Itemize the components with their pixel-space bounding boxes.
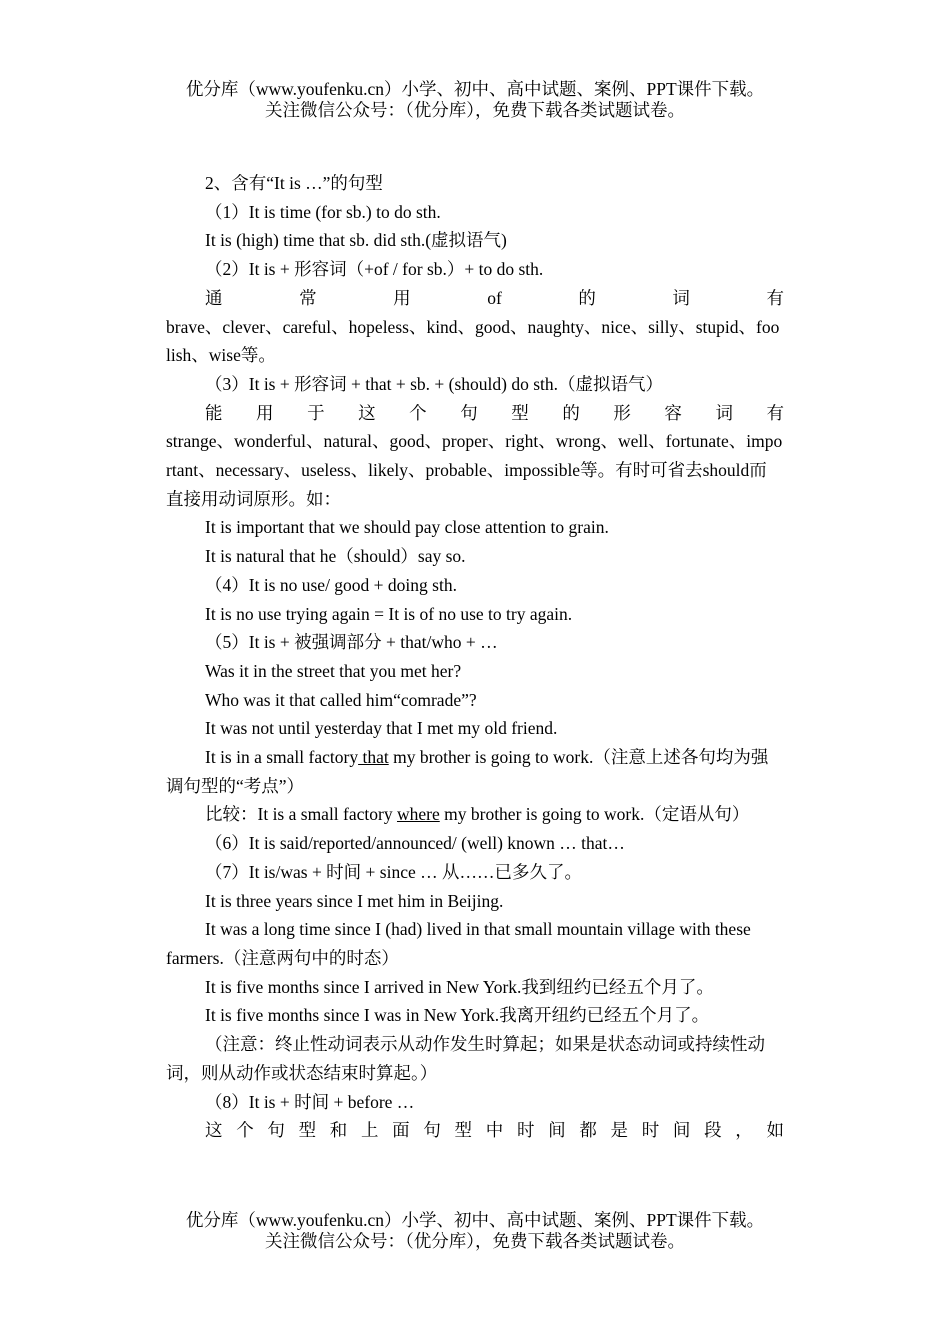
text-run: 比较：It is a small factory <box>205 804 397 825</box>
example-sentence: It is five months since I was in New York.我离开纽约已经五个月了。 <box>205 1005 710 1026</box>
example-sentence: It is five months since I arrived in New York.我到纽约已经五个月了。 <box>205 976 714 997</box>
paragraph: （4）It is no use/ good + doing sth. <box>205 574 457 595</box>
example-sentence: It is no use trying again = It is of no use to try again. <box>205 603 573 624</box>
section-title: 2、含有“It is …”的句型 <box>205 173 383 193</box>
paragraph: （8）It is + 时间 + before … <box>205 1091 415 1112</box>
page-header <box>0 79 950 121</box>
paragraph: （6）It is said/reported/announced/ (well) known … that… <box>205 833 625 854</box>
paragraph: strange、wonderful、natural、good、proper、right、wrong、well、fortunate、important、necessary、useless、likely、probable、impossible等。有时可省去should而直接用动词原形。如： <box>166 431 783 509</box>
header-line-1: 优分库（www.youfenku.cn）小学、初中、高中试题、案例、PPT课件下载。 <box>185 79 765 99</box>
underlined-word: that <box>358 747 389 768</box>
paragraph: （2）It is + 形容词（+of / for sb.）+ to do sth. <box>205 259 544 280</box>
paragraph-spaced-line: 这个句型和上面句型中时间都是时间段，如 <box>205 1120 784 1141</box>
text-run: my brother is going to work.（注意上述各句均为强调句型的“考点”） <box>166 747 769 796</box>
example-sentence: It is three years since I met him in Beijing. <box>205 890 504 911</box>
paragraph-spaced-line: 通常用of的词有 <box>205 287 784 308</box>
footer-line-1: 优分库（www.youfenku.cn）小学、初中、高中试题、案例、PPT课件下载。 <box>185 1210 765 1230</box>
example-sentence: It is important that we should pay close attention to grain. <box>205 517 609 538</box>
underlined-word: where <box>396 804 440 825</box>
header-line-2: 关注微信公众号：（优分库），免费下载各类试题试卷。 <box>265 100 685 120</box>
paragraph: （1）It is time (for sb.) to do sth. <box>205 201 441 222</box>
document-body <box>166 169 784 1145</box>
text-run: my brother is going to work.（定语从句） <box>439 804 750 825</box>
paragraph: （5）It is + 被强调部分 + that/who + … <box>205 632 498 653</box>
paragraph-spaced-line: 能用于这个句型的形容词有 <box>205 402 784 423</box>
text-run: It is in a small factory <box>205 747 359 768</box>
page-footer <box>0 1210 950 1252</box>
example-sentence: It was not until yesterday that I met my old friend. <box>205 718 558 739</box>
note: （注意：终止性动词表示从动作发生时算起；如果是状态动词或持续性动词，则从动作或状态结束时算起。） <box>166 1034 765 1083</box>
paragraph: brave、clever、careful、hopeless、kind、good、naughty、nice、silly、stupid、foolish、wise等。 <box>166 316 780 366</box>
paragraph: （3）It is + 形容词 + that + sb. + (should) do sth.（虚拟语气） <box>205 373 664 394</box>
paragraph: （7）It is/was + 时间 + since … 从……已多久了。 <box>205 861 583 882</box>
paragraph: It is (high) time that sb. did sth.(虚拟语气) <box>205 230 507 251</box>
example-sentence: It is natural that he（should）say so. <box>205 546 466 567</box>
example-sentence: Was it in the street that you met her? <box>205 660 462 681</box>
example-sentence <box>166 800 784 829</box>
footer-line-2: 关注微信公众号：（优分库），免费下载各类试题试卷。 <box>265 1231 685 1251</box>
example-sentence <box>166 743 784 800</box>
example-sentence: It was a long time since I (had) lived in that small mountain village with these farmers.（注意两句中的时态） <box>166 919 751 968</box>
example-sentence: Who was it that called him“comrade”? <box>205 689 477 710</box>
